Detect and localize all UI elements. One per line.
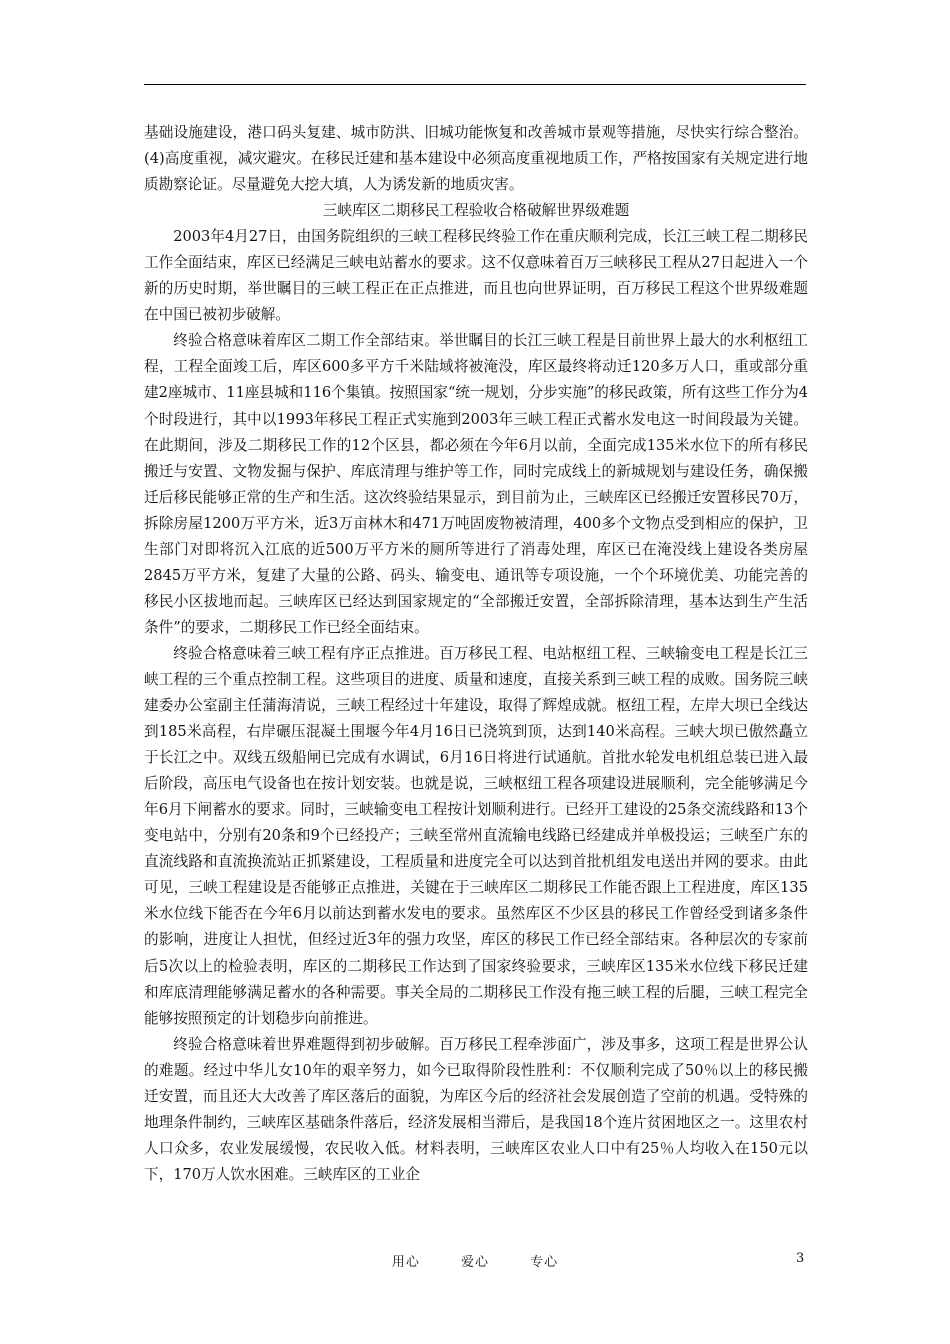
page-number: 3 (796, 1251, 805, 1266)
paragraph: 终验合格意味着世界难题得到初步破解。百万移民工程牵涉面广，涉及事多，这项工程是世界公认的难题。经过中华儿女10年的艰辛努力，如今已取得阶段性胜利：不仅顺利完成了50％以上的移民搬迁安置，而且还大大改善了库区落后的面貌，为库区今后的经济社会发展创造了空前的机遇。受特殊的地理条件制约，三峡库区基础条件落后，经济发展相当滞后，是我国18个连片贫困地区之一。这里农村人口众多，农业发展缓慢，农民收入低。材料表明，三峡库区农业人口中有25％人均收入在150元以下，170万人饮水困难。三峡库区的工业企 (144, 1035, 808, 1183)
section-title: 三峡库区二期移民工程验收合格破解世界级难题 (322, 202, 630, 220)
footer-motto-item: 用心 (391, 1255, 420, 1270)
footer-motto (0, 1251, 950, 1270)
paragraph-continuation: 基础设施建设，港口码头复建、城市防洪、旧城功能恢复和改善城市景观等措施，尽快实行综合整治。(4)高度重视，减灾避灾。在移民迁建和基本建设中必须高度重视地质工作，严格按国家有关规定进行地质勘察论证。尽量避免大挖大填，人为诱发新的地质灾害。 (144, 124, 808, 194)
header-rule (144, 84, 806, 85)
footer-motto-item: 爱心 (460, 1255, 489, 1270)
paragraph: 终验合格意味着三峡工程有序正点推进。百万移民工程、电站枢纽工程、三峡输变电工程是长江三峡工程的三个重点控制工程。这些项目的进度、质量和速度，直接关系到三峡工程的成败。国务院三峡建委办公室副主任蒲海清说，三峡工程经过十年建设，取得了辉煌成就。枢纽工程，左岸大坝已全线达到185米高程，右岸碾压混凝土围堰今年4月16日已浇筑到顶，达到140米高程。三峡大坝已傲然矗立于长江之中。双线五级船闸已完成有水调试，6月16日将进行试通航。首批水轮发电机组总装已进入最后阶段，高压电气设备也在按计划安装。也就是说，三峡枢纽工程各项建设进展顺利，完全能够满足今年6月下闸蓄水的要求。同时，三峡输变电工程按计划顺利进行。已经开工建设的25条交流线路和13个变电站中，分别有20条和9个已经投产；三峡至常州直流输电线路已经建成并单极投运；三峡至广东的直流线路和直流换流站正抓紧建设，工程质量和进度完全可以达到首批机组发电送出并网的要求。由此可见，三峡工程建设是否能够正点推进，关键在于三峡库区二期移民工作能否跟上工程进度，库区135米水位线下能否在今年6月以前达到蓄水发电的要求。虽然库区不少区县的移民工作曾经受到诸多条件的影响，进度让人担忧，但经过近3年的强力攻坚，库区的移民工作已经全部结束。各种层次的专家前后5次以上的检验表明，库区的二期移民工作达到了国家终验要求，三峡库区135米水位线下移民迁建和库底清理能够满足蓄水的各种需要。事关全局的二期移民工作没有拖三峡工程的后腿，三峡工程完全能够按照预定的计划稳步向前推进。 (144, 644, 808, 1027)
document-body (144, 120, 808, 1188)
paragraph: 终验合格意味着库区二期工作全部结束。举世瞩目的长江三峡工程是目前世界上最大的水利枢纽工程，工程全面竣工后，库区600多平方千米陆域将被淹没，库区最终将动迁120多万人口，重或部分重建2座城市、11座县城和116个集镇。按照国家“统一规划，分步实施”的移民政策，所有这些工作分为4个时段进行，其中以1993年移民工程正式实施到2003年三峡工程正式蓄水发电这一时间段最为关键。在此期间，涉及二期移民工作的12个区县，都必须在今年6月以前，全面完成135米水位下的所有移民搬迁与安置、文物发掘与保护、库底清理与维护等工作，同时完成线上的新城规划与建设任务，确保搬迁后移民能够正常的生产和生活。这次终验结果显示，到目前为止，三峡库区已经搬迁安置移民70万，拆除房屋1200万平方米，近3万亩林木和471万吨固废物被清理，400多个文物点受到相应的保护，卫生部门对即将沉入江底的近500万平方米的厕所等进行了消毒处理，库区已在淹没线上建设各类房屋2845万平方米，复建了大量的公路、码头、输变电、通讯等专项设施，一个个环境优美、功能完善的移民小区拔地而起。三峡库区已经达到国家规定的“全部搬迁安置，全部拆除清理，基本达到生产生活条件”的要求，二期移民工作已经全面结束。 (144, 332, 808, 636)
footer-motto-item: 专心 (530, 1255, 559, 1270)
paragraph: 2003年4月27日，由国务院组织的三峡工程移民终验工作在重庆顺利完成，长江三峡工程二期移民工作全面结束，库区已经满足三峡电站蓄水的要求。这不仅意味着百万三峡移民工程从27日起进入一个新的历史时期，举世瞩目的三峡工程正在正点推进，而且也向世界证明，百万移民工程这个世界级难题在中国已被初步破解。 (144, 228, 808, 324)
